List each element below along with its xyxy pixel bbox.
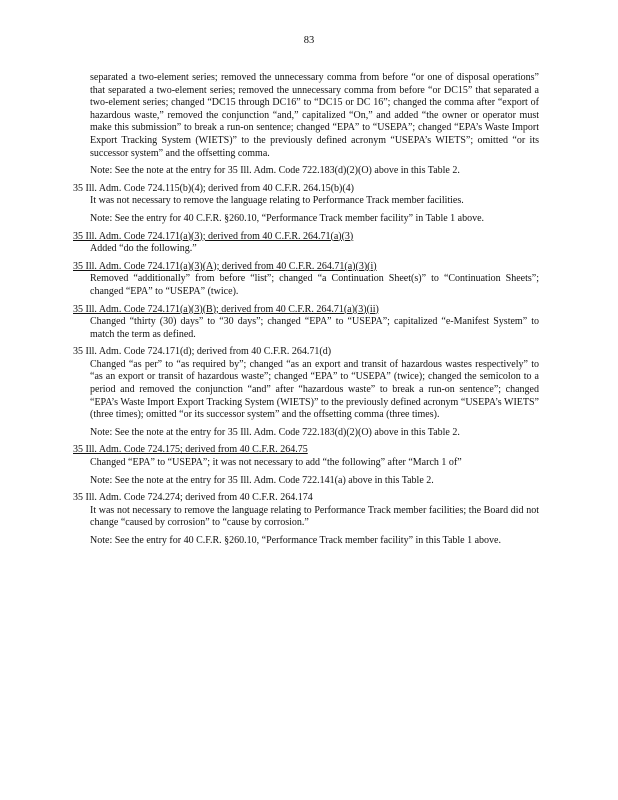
entry-724-175 xyxy=(73,444,539,487)
document-body xyxy=(73,72,539,548)
entry-body: It was not necessary to remove the language relating to Performance Track member facilities; the Board did not change “caused by corrosion” to “cause by corrosion.” xyxy=(90,504,539,529)
entry-body: Removed “additionally” from before “list”; changed “a Continuation Sheet(s)” to “Continuation Sheets”; changed “EPA” to “USEPA” (twice). xyxy=(90,273,539,297)
entry-724-274 xyxy=(73,492,539,547)
entry-heading: 35 Ill. Adm. Code 724.171(a)(3)(B); derived from 40 C.F.R. 264.71(a)(3)(ii) xyxy=(73,303,379,315)
entry-body: separated a two-element series; removed the unnecessary comma from before “or one of disposal operations” that separated a two-element series; removed the unnecessary comma from before “or DC15” that separated a two-element series; changed “DC15 through DC16” to “DC15 or DC 16”; changed the comma after “export of hazardous waste,” removed the conjunction “and,” capitalized “On,” and added “the owner or operator must make this submission” to break a run-on sentence; changed “EPA” to “USEPA”; changed “EPA’s Waste Import Export Tracking System (WIETS)” to the previously defined acronym “USEPA’s WIETS”; omitted “or its successor system” and the offsetting comma. xyxy=(90,72,539,159)
entry-heading: 35 Ill. Adm. Code 724.171(a)(3); derived from 40 C.F.R. 264.71(a)(3) xyxy=(73,230,354,242)
entry-body: Added “do the following.” xyxy=(90,243,197,255)
entry-note: Note: See the note at the entry for 35 Ill. Adm. Code 722.141(a) above in this Table 2. xyxy=(90,474,434,486)
entry-body: Changed “EPA” to “USEPA”; it was not necessary to add “the following” after “March 1 of” xyxy=(90,457,462,469)
entry-note: Note: See the entry for 40 C.F.R. §260.10, “Performance Track member facility” in this Table 1 above. xyxy=(90,535,501,546)
entry-724-171-a-3 xyxy=(73,231,539,256)
page-number: 83 xyxy=(303,35,315,46)
entry-heading: 35 Ill. Adm. Code 724.115(b)(4); derived from 40 C.F.R. 264.15(b)(4) xyxy=(73,182,355,194)
entry-note: Note: See the entry for 40 C.F.R. §260.10, “Performance Track member facility” in Table 1 above. xyxy=(90,212,485,224)
entry-724-115 xyxy=(73,183,539,226)
entry-body: It was not necessary to remove the language relating to Performance Track member facilities. xyxy=(90,195,464,207)
entry-724-171-d xyxy=(73,346,539,439)
continued-entry xyxy=(73,72,539,178)
entry-heading: 35 Ill. Adm. Code 724.274; derived from 40 C.F.R. 264.174 xyxy=(73,492,313,504)
entry-body: Changed “thirty (30) days” to “30 days”; changed “EPA” to “USEPA”; capitalized “e-Manifest System” to match the term as defined. xyxy=(90,316,539,340)
entry-724-171-a-3-B xyxy=(73,304,539,342)
entry-note: Note: See the note at the entry for 35 Ill. Adm. Code 722.183(d)(2)(O) above in this Table 2. xyxy=(90,426,460,438)
entry-note: Note: See the note at the entry for 35 Ill. Adm. Code 722.183(d)(2)(O) above in this Table 2. xyxy=(90,165,460,177)
entry-heading: 35 Ill. Adm. Code 724.171(a)(3)(A); derived from 40 C.F.R. 264.71(a)(3)(i) xyxy=(73,260,377,272)
entry-body: Changed “as per” to “as required by”; changed “as an export and transit of hazardous wastes respectively” to “as an export or transit of hazardous waste”; changed “EPA” to “USEPA” (twice); changed the semicolon to a period and removed the conjunction “and” after “hazardous waste” to break a run-on sentence”; changed “EPA’s Waste Import Export Tracking System (WIETS)” to the previously defined acronym “USEPA’s WIETS” (three times); omitted “or its successor system” and the offsetting comma (three times). xyxy=(90,358,539,421)
entry-724-171-a-3-A xyxy=(73,261,539,299)
entry-heading: 35 Ill. Adm. Code 724.175; derived from 40 C.F.R. 264.75 xyxy=(73,444,308,456)
entry-heading: 35 Ill. Adm. Code 724.171(d); derived from 40 C.F.R. 264.71(d) xyxy=(73,346,332,358)
